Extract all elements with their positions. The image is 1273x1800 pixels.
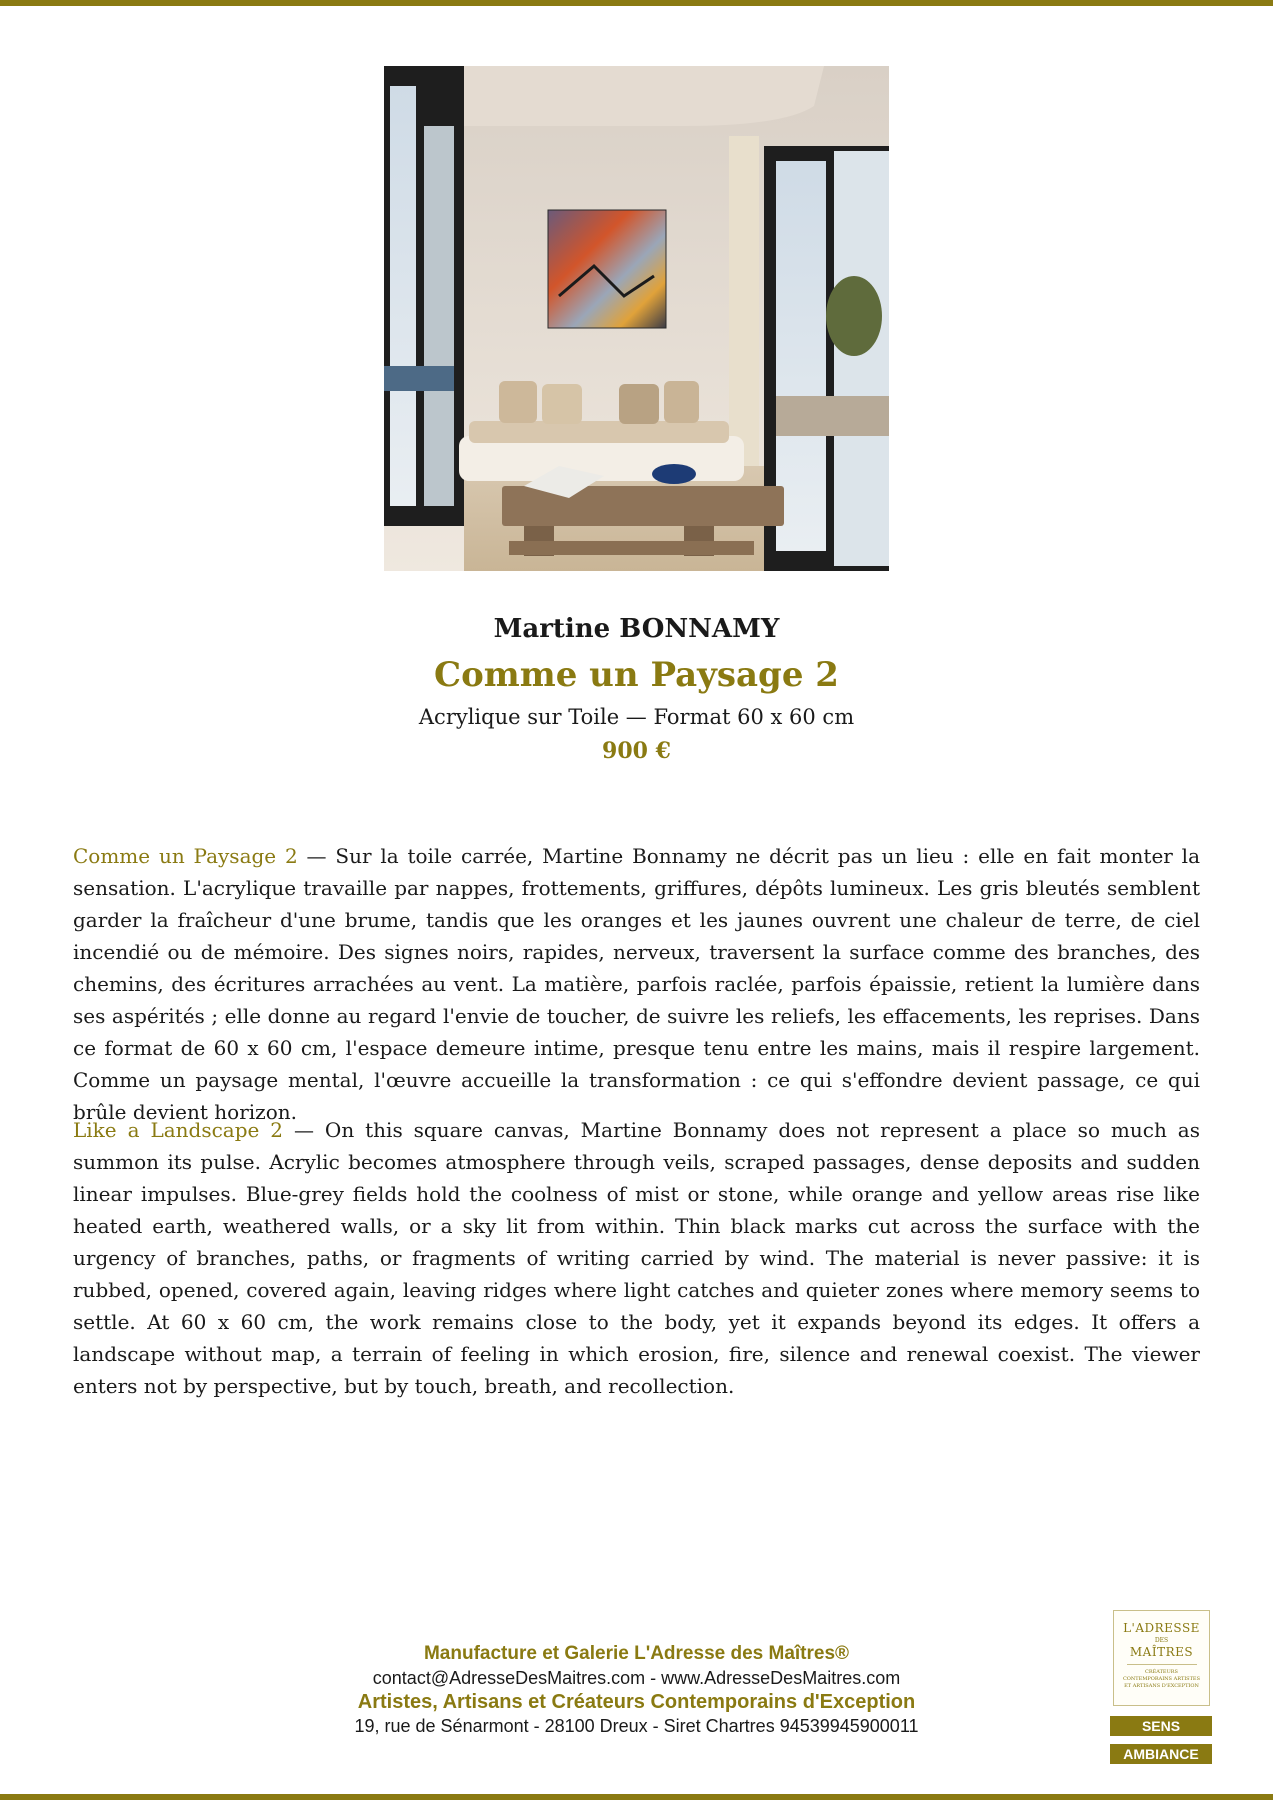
artwork-room-photo — [384, 66, 889, 571]
artist-name: Martine BONNAMY — [493, 614, 780, 644]
description-english-text: — On this square canvas, Martine Bonnamy does not represent a place so much as summon its pulse. Acrylic becomes atmosphere through veils, scraped passages, dense deposits and sudden linear impulses. Blue-grey fields hold the coolness of mist or stone, while orange and yellow areas rise like heated earth, weathered walls, or a sky lit from within. Thin black marks cut across the surface with the urgency of branches, paths, or fragments of writing carried by wind. The material is never passive: it is rubbed, opened, covered again, leaving ridges where light catches and quieter zones where memory seems to settle. At 60 x 60 cm, the work remains close to the body, yet it expands beyond its edges. It offers a landscape without map, a terrain of feeling in which erosion, fire, silence and renewal coexist. The viewer enters not by perspective, but by touch, breath, and recollection. — [73, 1118, 1200, 1398]
description-french-lead: Comme un Paysage 2 — [73, 844, 298, 868]
description-french-text: — Sur la toile carrée, Martine Bonnamy ne décrit pas un lieu : elle en fait monter la sensation. L'acrylique travaille par nappes, frottements, griffures, dépôts lumineux. Les gris bleutés semblent garder la fraîcheur d'une brume, tandis que les oranges et les jaunes ouvrent une chaleur de terre, de ciel incendié ou de mémoire. Des signes noirs, rapides, nerveux, traversent la surface comme des branches, des chemins, des écritures arrachées au vent. La matière, parfois raclée, parfois épaissie, retient la lumière dans ses aspérités ; elle donne au regard l'envie de toucher, de suivre les reliefs, les effacements, les reprises. Dans ce format de 60 x 60 cm, l'espace demeure intime, presque tenu entre les mains, mais il respire largement. Comme un paysage mental, l'œuvre accueille la transformation : ce qui s'effondre devient passage, ce qui brûle devient horizon. — [73, 844, 1201, 1124]
logo-subtitle: CRÉATEURS CONTEMPORAINS ARTISTES ET ARTISANS D'EXCEPTION — [1122, 1669, 1201, 1689]
footer-gallery-name: Manufacture et Galerie L'Adresse des Maîtres® — [423, 1643, 850, 1664]
description-english — [73, 1114, 1200, 1402]
description-french — [73, 840, 1200, 1128]
logo-divider — [1127, 1664, 1197, 1665]
logo-line-2: DES — [1154, 1637, 1169, 1644]
logo-line-1: L'ADRESSE — [1123, 1621, 1200, 1635]
room-scene-illustration — [384, 66, 889, 571]
description-english-lead: Like a Landscape 2 — [73, 1118, 284, 1142]
artwork-title: Comme un Paysage 2 — [434, 655, 839, 695]
bottom-accent-bar — [0, 1794, 1273, 1800]
logo-line-3: MAÎTRES — [1129, 1645, 1194, 1659]
artwork-price: 900 € — [602, 738, 671, 764]
tag-sens: SENS — [1110, 1716, 1212, 1736]
gallery-logo — [1113, 1610, 1210, 1706]
footer-address: 19, rue de Sénarmont - 28100 Dreux - Siret Chartres 94539945900011 — [354, 1716, 919, 1736]
tag-ambiance: AMBIANCE — [1110, 1744, 1212, 1764]
footer-contact[interactable]: contact@AdresseDesMaitres.com - www.AdresseDesMaitres.com — [372, 1668, 901, 1688]
footer — [0, 1642, 1273, 1738]
top-accent-bar — [0, 0, 1273, 6]
footer-tagline: Artistes, Artisans et Créateurs Contemporains d'Exception — [357, 1691, 916, 1713]
artwork-medium: Acrylique sur Toile — Format 60 x 60 cm — [418, 705, 855, 729]
